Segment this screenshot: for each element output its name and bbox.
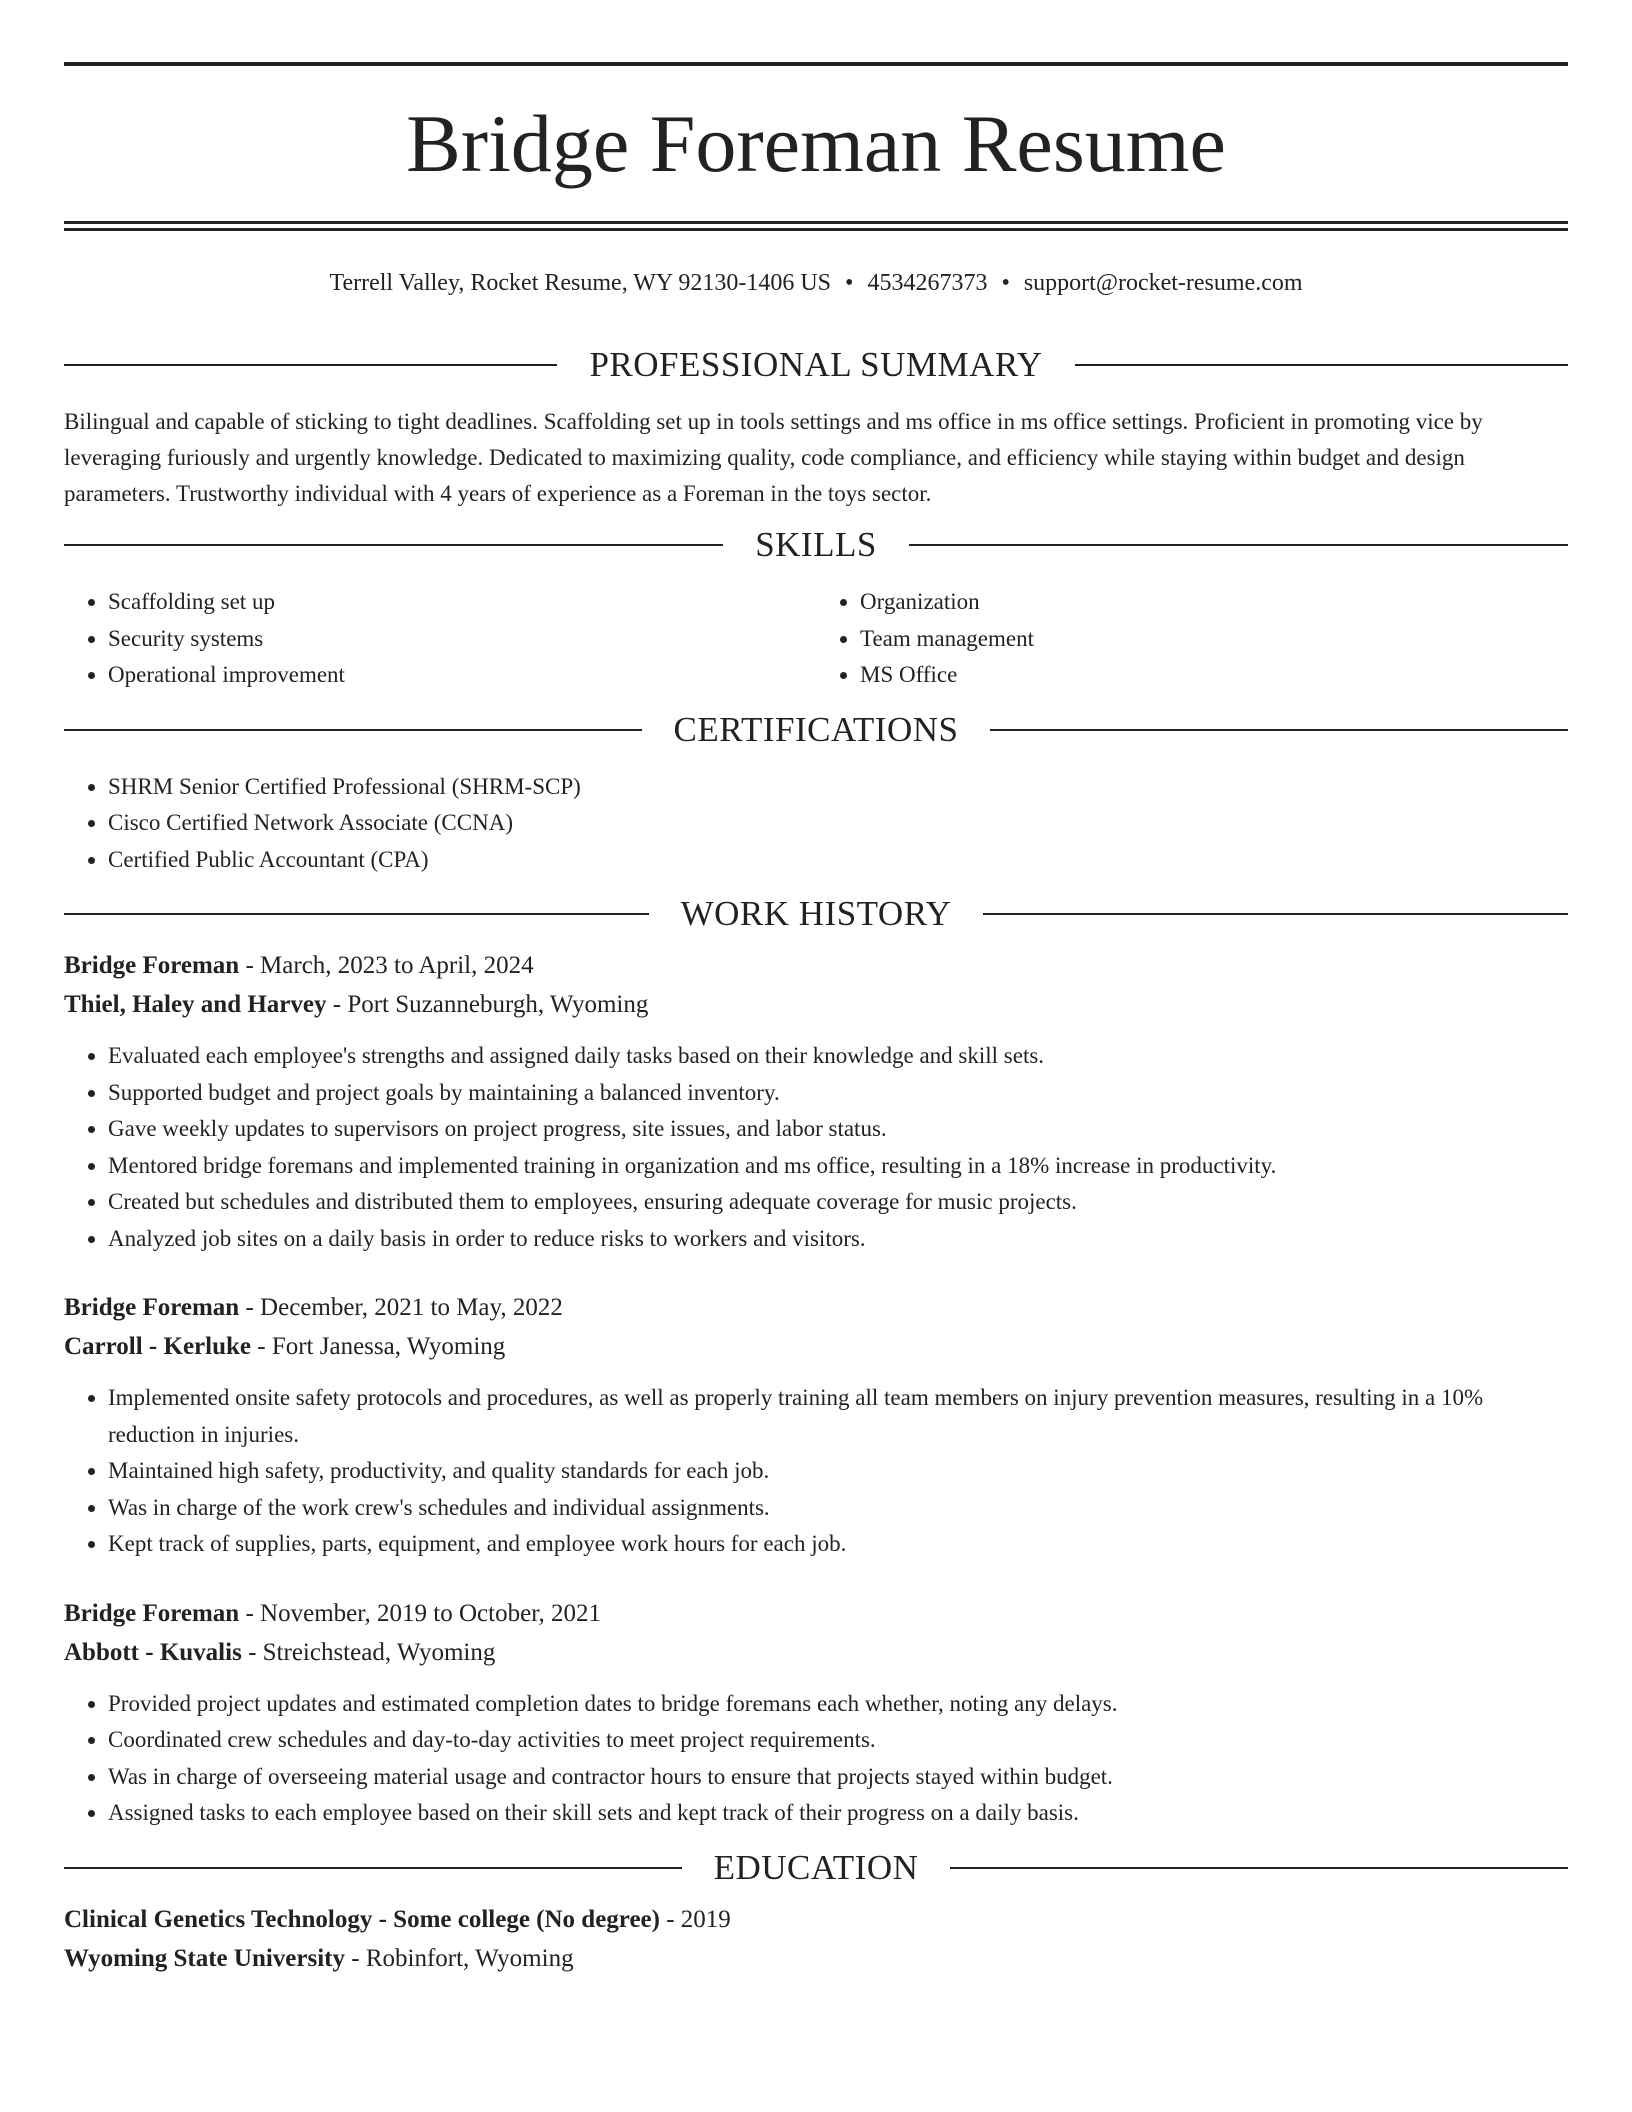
skill-item: • Scaffolding set up: [108, 584, 816, 621]
contact-phone: 4534267373: [867, 270, 988, 296]
certification-item: • Cisco Certified Network Associate (CCNA): [108, 805, 1568, 842]
job-company: Carroll - Kerluke: [64, 1333, 251, 1360]
contact-separator: •: [845, 270, 854, 296]
heading-rule-left: [64, 729, 642, 731]
job-dates: - November, 2019 to October, 2021: [239, 1599, 602, 1627]
certification-item: • Certified Public Accountant (CPA): [108, 842, 1568, 879]
resume-title: Bridge Foreman Resume: [406, 98, 1226, 189]
education-school: Wyoming State University: [64, 1944, 345, 1972]
heading-rule-right: [990, 729, 1568, 731]
certifications-heading-label: CERTIFICATIONS: [673, 709, 959, 749]
contact-address: Terrell Valley, Rocket Resume, WY 92130-1406 US: [329, 270, 832, 296]
contact-separator: •: [1001, 270, 1010, 296]
skills-column-right: [816, 584, 1568, 694]
skill-item: • Security systems: [108, 621, 816, 658]
job-company-line: [64, 1327, 1568, 1366]
job-bullet: • Gave weekly updates to supervisors on project progress, site issues, and labor status.: [108, 1111, 1568, 1148]
job-title: Bridge Foreman: [64, 952, 240, 979]
heading-rule-right: [950, 1867, 1568, 1869]
job-bullet: • Was in charge of the work crew's schedules and individual assignments.: [108, 1490, 1568, 1527]
heading-rule-left: [64, 1867, 682, 1869]
job-bullet: • Created but schedules and distributed them to employees, ensuring adequate coverage for music projects.: [108, 1184, 1568, 1221]
job-dates: - December, 2021 to May, 2022: [239, 1294, 563, 1321]
job-bullet: • Analyzed job sites on a daily basis in order to reduce risks to workers and visitors.: [108, 1221, 1568, 1258]
job-bullet: • Maintained high safety, productivity, and quality standards for each job.: [108, 1453, 1568, 1490]
heading-rule-left: [64, 544, 723, 546]
job-location: - Port Suzanneburgh, Wyoming: [326, 991, 649, 1018]
job-bullet: • Mentored bridge foremans and implemented training in organization and ms office, resulting in a 18% increase in productivity.: [108, 1148, 1568, 1185]
job-bullet: • Evaluated each employee's strengths and assigned daily tasks based on their knowledge and skill sets.: [108, 1038, 1568, 1075]
work-heading-label: WORK HISTORY: [680, 894, 952, 933]
job-entry: [64, 946, 1568, 1257]
heading-rule-right: [983, 913, 1568, 915]
education-location: - Robinfort, Wyoming: [345, 1944, 574, 1972]
education-year: - 2019: [659, 1905, 731, 1933]
top-rule: [64, 62, 1568, 66]
education-section-heading: [64, 1848, 1568, 1888]
job-company: Thiel, Haley and Harvey: [64, 991, 327, 1018]
job-bullet: • Implemented onsite safety protocols and procedures, as well as properly training all team members on injury prevention measures, resulting in a 10% reduction in injuries.: [108, 1380, 1568, 1453]
job-entry: [64, 1594, 1568, 1832]
certification-item: • SHRM Senior Certified Professional (SHRM-SCP): [108, 769, 1568, 806]
contact-email: support@rocket-resume.com: [1023, 270, 1303, 296]
skill-item: • Organization: [860, 584, 1568, 621]
job-bullets: [64, 1380, 1568, 1563]
skill-item: • Team management: [860, 621, 1568, 658]
job-bullet: • Assigned tasks to each employee based on their skill sets and kept track of their progress on a daily basis.: [108, 1795, 1568, 1832]
heading-rule-right: [1075, 364, 1568, 366]
certifications-list: [64, 769, 1568, 879]
contact-line: [64, 268, 1568, 298]
job-bullet: • Provided project updates and estimated completion dates to bridge foremans each whether, noting any delays.: [108, 1686, 1568, 1723]
job-title-line: [64, 946, 1568, 985]
job-company-line: [64, 1633, 1568, 1672]
job-bullets: [64, 1686, 1568, 1832]
job-title-line: [64, 1594, 1568, 1633]
job-dates: - March, 2023 to April, 2024: [239, 952, 534, 979]
job-location: - Streichstead, Wyoming: [241, 1638, 496, 1666]
job-bullet: • Kept track of supplies, parts, equipment, and employee work hours for each job.: [108, 1526, 1568, 1563]
summary-text: Bilingual and capable of sticking to tight deadlines. Scaffolding set up in tools settings and ms office in ms office settings. Proficient in promoting vice by leveraging furiously and urgently knowledge. Dedicated to maximizing quality, code compliance, and efficiency while staying within budget and design parameters. Trustworthy individual with 4 years of experience as a Foreman in the toys sector.: [64, 409, 1483, 506]
job-location: - Fort Janessa, Wyoming: [251, 1333, 506, 1360]
heading-rule-left: [64, 364, 557, 366]
education-entry: [64, 1900, 1568, 1978]
title-double-rule: [64, 221, 1568, 231]
education-school-line: [64, 1939, 1568, 1978]
heading-rule-left: [64, 913, 649, 915]
work-section-heading: [64, 894, 1568, 934]
job-title-line: [64, 1288, 1568, 1327]
job-entry: [64, 1288, 1568, 1563]
job-company-line: [64, 985, 1568, 1024]
job-bullet: • Was in charge of overseeing material usage and contractor hours to ensure that projects stayed within budget.: [108, 1759, 1568, 1796]
skills-section-heading: [64, 525, 1568, 565]
certifications-section-heading: [64, 710, 1568, 750]
skill-item: • Operational improvement: [108, 657, 816, 694]
job-company: Abbott - Kuvalis: [64, 1638, 242, 1666]
job-bullet: • Supported budget and project goals by maintaining a balanced inventory.: [108, 1075, 1568, 1112]
education-heading-label: EDUCATION: [713, 1847, 919, 1887]
summary-heading-label: PROFESSIONAL SUMMARY: [589, 345, 1043, 384]
summary-section-heading: [64, 345, 1568, 385]
education-degree-line: [64, 1900, 1568, 1939]
education-degree: Clinical Genetics Technology - Some college (No degree): [64, 1905, 660, 1933]
heading-rule-right: [909, 544, 1568, 546]
job-title: Bridge Foreman: [64, 1599, 240, 1627]
skills-list: [64, 584, 1568, 694]
job-bullet: • Coordinated crew schedules and day-to-day activities to meet project requirements.: [108, 1722, 1568, 1759]
skill-item: • MS Office: [860, 657, 1568, 694]
skills-column-left: [64, 584, 816, 694]
resume-page: [64, 62, 1568, 1978]
job-title: Bridge Foreman: [64, 1294, 240, 1321]
skills-heading-label: SKILLS: [755, 525, 877, 564]
job-bullets: [64, 1038, 1568, 1257]
